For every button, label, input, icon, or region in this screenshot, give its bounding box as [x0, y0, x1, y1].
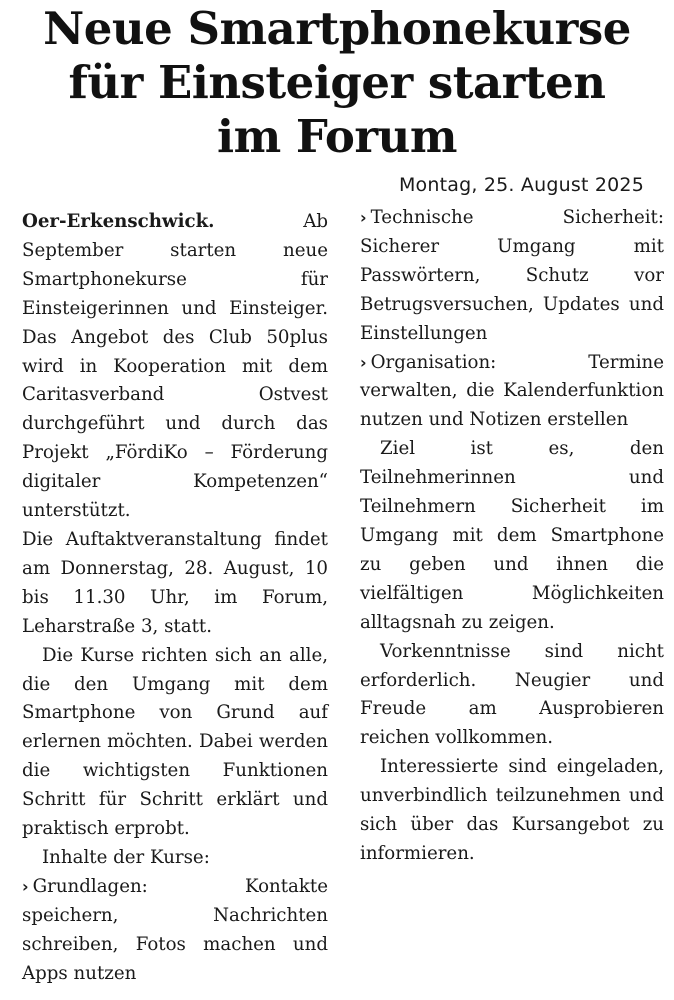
article-column-right [360, 204, 664, 869]
location-lead: Oer-Erkenschwick. [22, 211, 215, 232]
headline-line-2: für Einsteiger starten [68, 56, 606, 109]
bullet-item [22, 873, 328, 989]
requirements-paragraph: Vorkenntnisse sind nicht erforderlich. Neugier und Freude am Ausprobieren reichen vollkommen. [360, 640, 664, 749]
intro-text: Ab September starten neue Smartphonekurse für Einsteigerinnen und Einsteiger. Das Angebot des Club 50plus wird in Kooperation mit dem Caritasverband Ostvest durchgeführt und durch das Projekt „FördiKo – Förderung digitaler Kompetenzen“ unterstützt. [22, 211, 328, 522]
bullet-arrow-icon: › [360, 208, 367, 227]
bullet-text: Organisation: Termine verwalten, die Kalenderfunktion nutzen und Notizen erstellen [360, 351, 664, 431]
bullet-text: Technische Sicherheit: Sicherer Umgang mit Passwörtern, Schutz vor Betrugsversuchen, Updates und Einstellungen [360, 207, 664, 344]
publication-date: Montag, 25. August 2025 [398, 174, 644, 196]
event-paragraph: Die Auftaktveranstaltung findet am Donnerstag, 28. August, 10 bis 11.30 Uhr, im Forum, Leharstraße 3, statt. [22, 528, 328, 637]
headline-line-3: im Forum [217, 110, 457, 163]
article-column-left [22, 208, 328, 988]
invitation-paragraph: Interessierte sind eingeladen, unverbindlich teilzunehmen und sich über das Kursangebot zu informieren. [360, 756, 664, 864]
bullet-arrow-icon: › [360, 352, 367, 372]
contents-intro: Inhalte der Kurse: [42, 846, 210, 868]
intro-paragraph [22, 208, 328, 526]
bullet-item [360, 204, 664, 349]
bullet-arrow-icon: › [22, 876, 29, 896]
course-paragraph: Die Kurse richten sich an alle, die den Umgang mit dem Smartphone von Grund auf erlernen möchten. Dabei werden die wichtigsten Funktionen Schritt für Schritt erklärt und praktisch erprobt. [22, 644, 328, 840]
headline [10, 2, 664, 164]
bullet-item [360, 349, 664, 436]
goal-paragraph: Ziel ist es, den Teilnehmerinnen und Teilnehmern Sicherheit im Umgang mit dem Smartphone zu geben und ihnen die vielfältigen Möglichkeiten alltagsnah zu zeigen. [360, 438, 664, 633]
headline-line-1: Neue Smartphonekurse [43, 2, 631, 55]
bullet-text: Grundlagen: Kontakte speichern, Nachrichten schreiben, Fotos machen und Apps nutzen [22, 875, 328, 984]
